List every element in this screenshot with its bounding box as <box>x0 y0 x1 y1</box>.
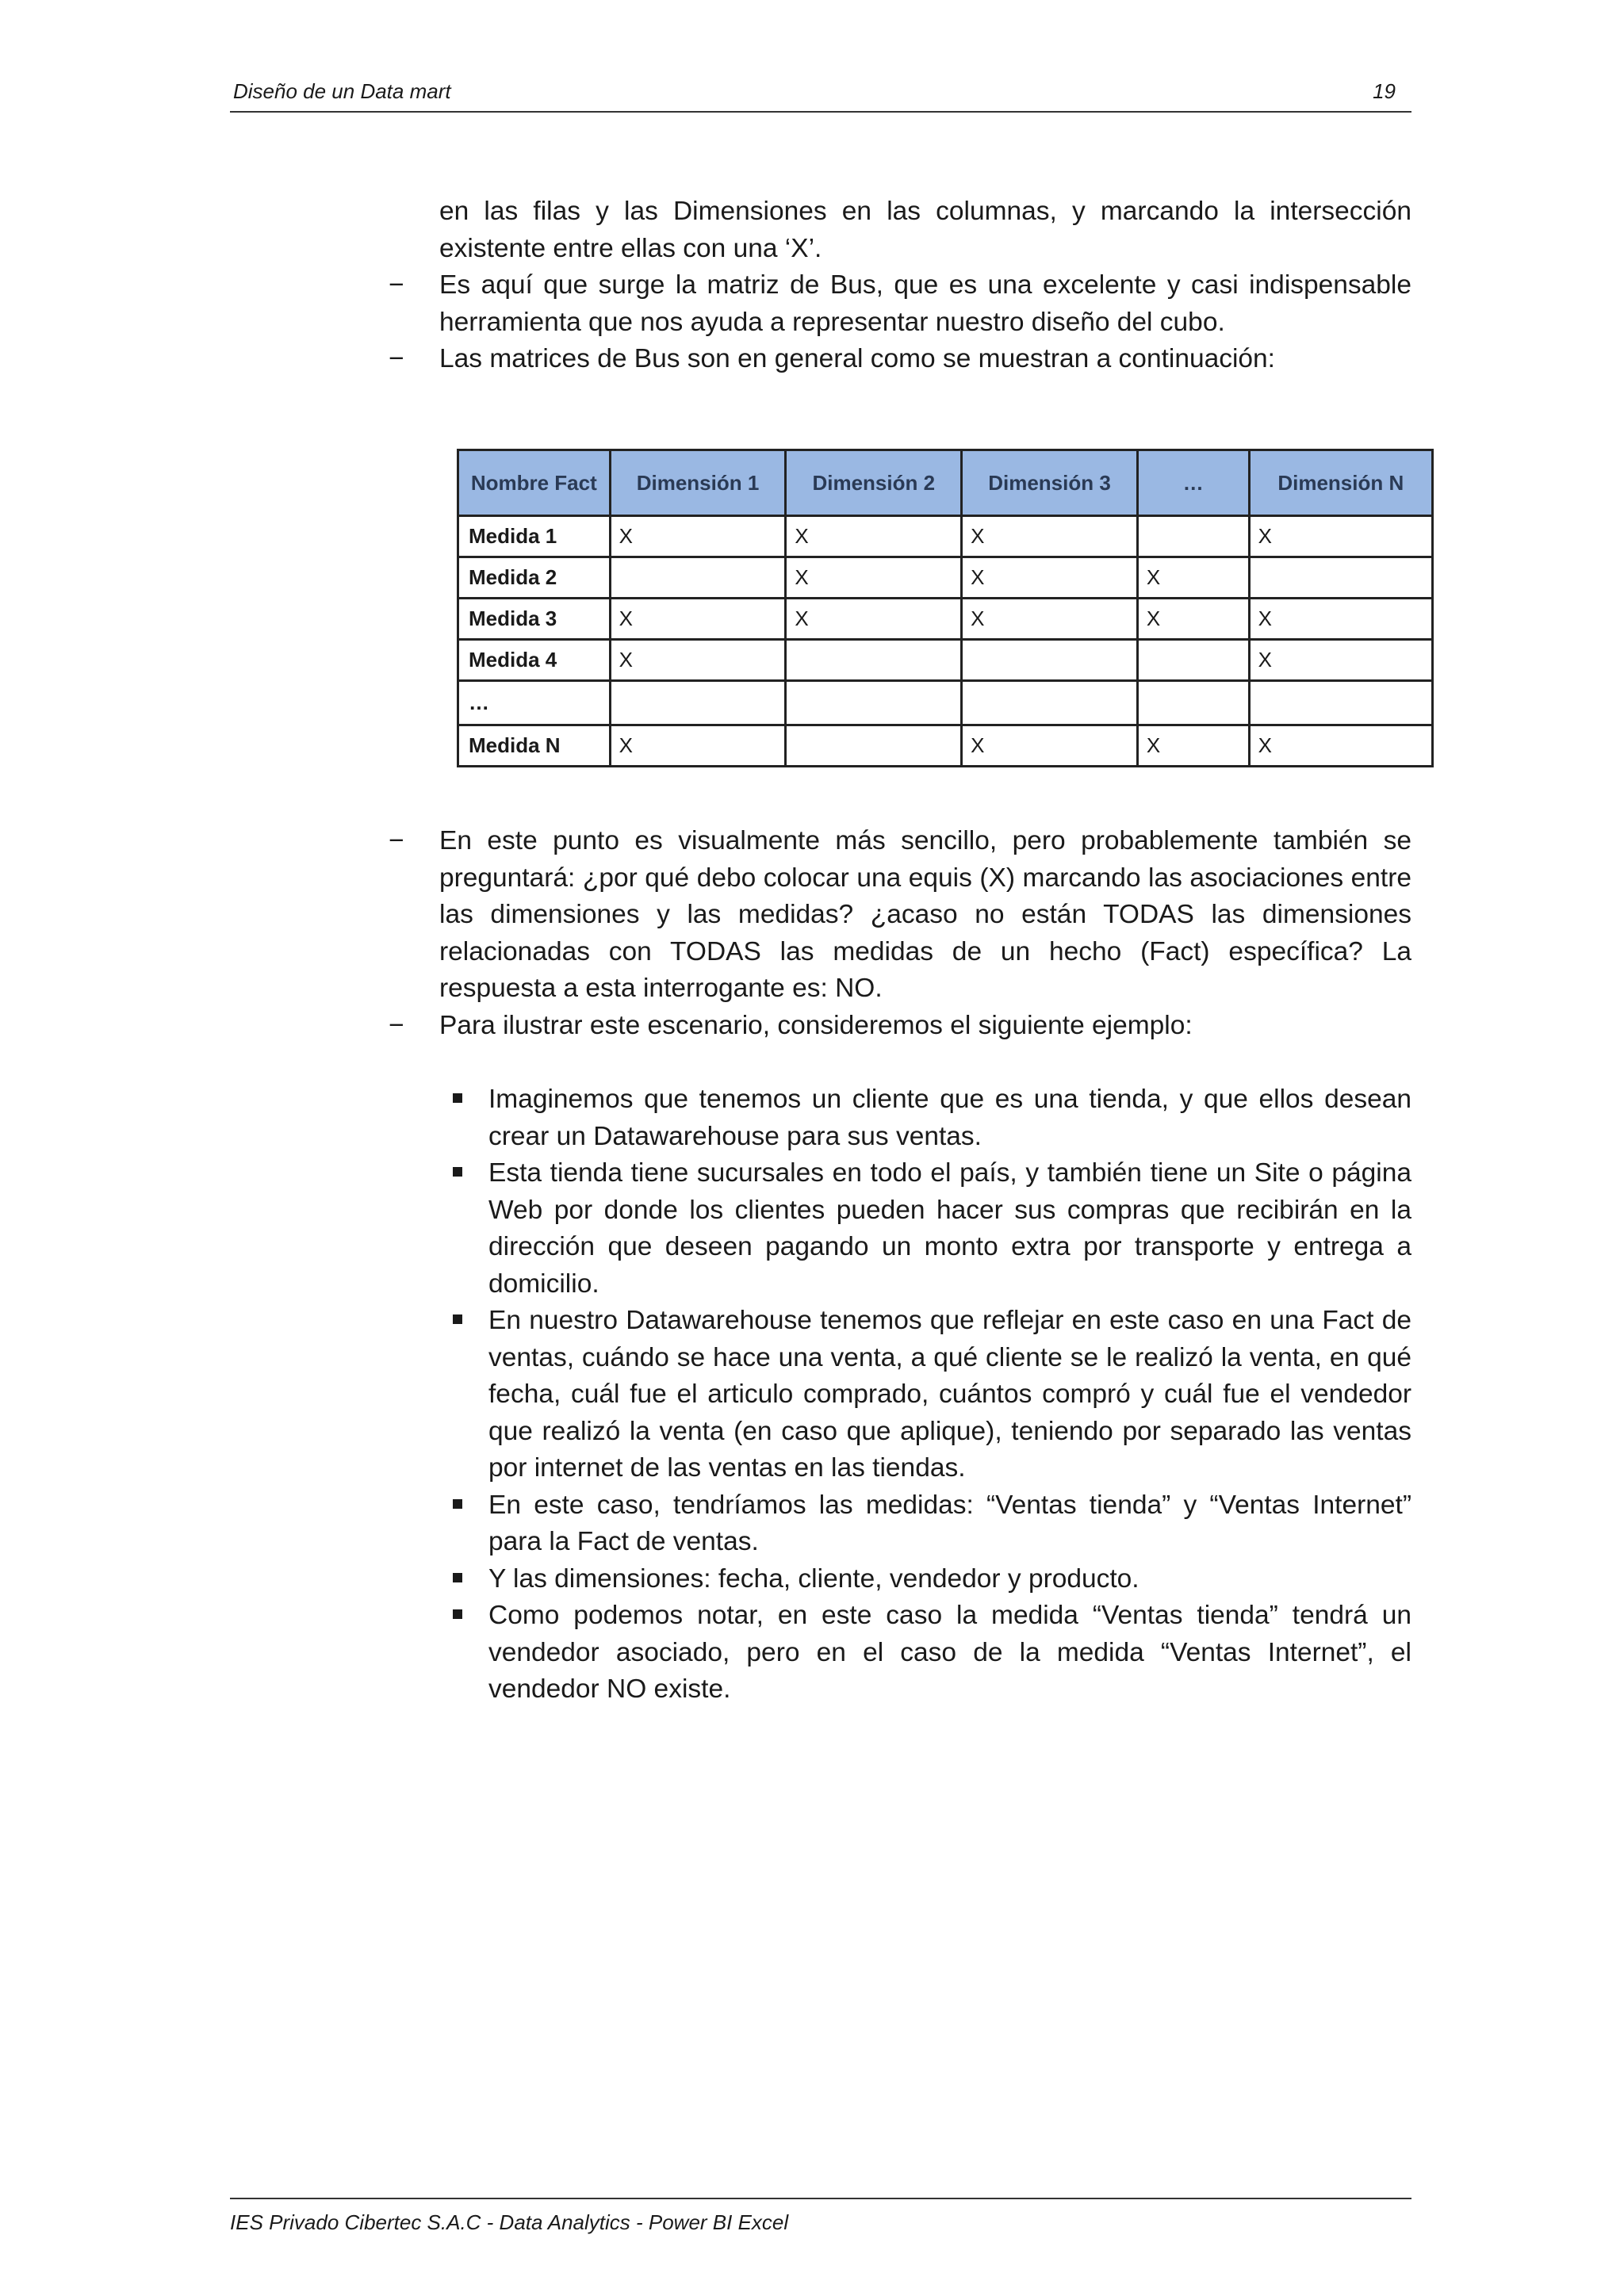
table-row <box>458 640 1433 681</box>
table-cell <box>962 640 1138 681</box>
column-header: Dimensión 1 <box>610 450 786 516</box>
table-cell <box>1137 640 1249 681</box>
table-cell <box>786 640 962 681</box>
intro-list <box>389 267 1411 378</box>
after-table-section <box>389 823 1411 1044</box>
discussion-list <box>389 823 1411 1044</box>
list-item <box>439 1561 1411 1598</box>
list-item-text: Como podemos notar, en este caso la medida “Ventas tienda” tendrá un vendedor asociado, pero en el caso de la medida “Ventas Internet”, el vendedor NO existe. <box>488 1601 1411 1704</box>
list-item-text: Para ilustrar este escenario, consideremos el siguiente ejemplo: <box>439 1010 1193 1040</box>
table-cell: X <box>1137 725 1249 767</box>
row-label: Medida 1 <box>458 516 611 557</box>
intro-continuation: en las filas y las Dimensiones en las columnas, y marcando la intersección existente entre ellas con una ‘X’. <box>439 197 1411 263</box>
list-item-text: Y las dimensiones: fecha, cliente, vendedor y producto. <box>488 1563 1139 1594</box>
table-cell <box>1137 681 1249 725</box>
row-label: Medida N <box>458 725 611 767</box>
table-cell: X <box>1137 599 1249 640</box>
table-header-row <box>458 450 1433 516</box>
table-cell <box>1249 557 1432 599</box>
table-cell: X <box>1249 516 1432 557</box>
list-item-text: Esta tienda tiene sucursales en todo el país, y también tiene un Site o página Web por donde los clientes pueden hacer sus compras que recibirán en la dirección que deseen pagando un monto extra por transporte y entrega a domicilio. <box>488 1158 1411 1299</box>
table-cell: X <box>962 516 1138 557</box>
square-bullet-icon <box>453 1093 462 1103</box>
column-header: … <box>1137 450 1249 516</box>
table-row <box>458 557 1433 599</box>
list-item <box>389 341 1411 378</box>
list-item <box>389 267 1411 341</box>
table-cell: X <box>1249 599 1432 640</box>
table-cell: X <box>1137 557 1249 599</box>
table-cell: X <box>610 725 786 767</box>
list-item-text: En este punto es visualmente más sencillo, pero probablemente también se preguntará: ¿por qué debo colocar una equis (X) marcando las asociaciones entre las dimensiones y las medidas? ¿acaso no están TODAS las dimensiones relacionadas con TODAS las medidas de un hecho (Fact) específica? La respuesta a esta interrogante es: NO. <box>439 826 1411 1003</box>
table-cell: X <box>962 599 1138 640</box>
column-header: Dimensión N <box>1249 450 1432 516</box>
list-item <box>389 1008 1411 1045</box>
dash-marker: − <box>389 1010 404 1040</box>
table-cell <box>962 681 1138 725</box>
list-item <box>439 1598 1411 1709</box>
list-item <box>439 1487 1411 1561</box>
table-cell: X <box>786 599 962 640</box>
square-bullet-icon <box>453 1314 462 1324</box>
column-header: Dimensión 3 <box>962 450 1138 516</box>
list-item-text: Las matrices de Bus son en general como se muestran a continuación: <box>439 344 1275 373</box>
dash-marker: − <box>389 826 404 855</box>
table-cell: X <box>786 516 962 557</box>
list-item-text: Imaginemos que tenemos un cliente que es una tienda, y que ellos desean crear un Datawarehouse para sus ventas. <box>488 1085 1411 1151</box>
table-row <box>458 725 1433 767</box>
table-cell: X <box>962 557 1138 599</box>
table-cell: X <box>610 640 786 681</box>
square-bullet-icon <box>453 1499 462 1509</box>
dash-marker: − <box>389 344 404 373</box>
table-cell <box>786 681 962 725</box>
list-item <box>439 1303 1411 1487</box>
table-cell: X <box>786 557 962 599</box>
table-row <box>458 681 1433 725</box>
table-cell: X <box>1249 725 1432 767</box>
list-item-text: Es aquí que surge la matriz de Bus, que es una excelente y casi indispensable herramienta que nos ayuda a representar nuestro diseño del cubo. <box>439 270 1411 337</box>
example-section <box>439 1081 1411 1709</box>
table-cell <box>610 681 786 725</box>
row-label: … <box>458 681 611 725</box>
square-bullet-icon <box>453 1167 462 1177</box>
table-cell <box>610 557 786 599</box>
table-row <box>458 599 1433 640</box>
table-row <box>458 516 1433 557</box>
bus-matrix-table <box>457 449 1434 767</box>
row-label: Medida 3 <box>458 599 611 640</box>
table-cell: X <box>1249 640 1432 681</box>
intro-section <box>389 193 1411 378</box>
list-item-text: En nuestro Datawarehouse tenemos que reflejar en este caso en una Fact de ventas, cuándo se hace una venta, a qué cliente se le realizó la venta, en qué fecha, cuál fue el articulo comprado, cuántos compró y cuál fue el vendedor que realizó la venta (en caso que aplique), teniendo por separado las ventas por internet de las ventas en las tiendas. <box>488 1306 1411 1483</box>
page-number: 19 <box>1373 79 1396 103</box>
square-bullet-icon <box>453 1573 462 1582</box>
header-title: Diseño de un Data mart <box>233 79 451 103</box>
list-item <box>439 1081 1411 1155</box>
list-item <box>389 823 1411 1008</box>
table-cell: X <box>610 599 786 640</box>
row-label: Medida 4 <box>458 640 611 681</box>
table-cell <box>1249 681 1432 725</box>
page-footer <box>230 2198 1411 2234</box>
list-item <box>439 1155 1411 1303</box>
column-header: Dimensión 2 <box>786 450 962 516</box>
example-list <box>439 1081 1411 1709</box>
list-item-text: En este caso, tendríamos las medidas: “Ventas tienda” y “Ventas Internet” para la Fact de ventas. <box>488 1490 1411 1556</box>
table-cell <box>786 725 962 767</box>
square-bullet-icon <box>453 1609 462 1619</box>
table-cell: X <box>962 725 1138 767</box>
footer-text: IES Privado Cibertec S.A.C - Data Analytics - Power BI Excel <box>230 2210 789 2234</box>
page-header <box>230 76 1411 113</box>
column-header: Nombre Fact <box>458 450 611 516</box>
row-label: Medida 2 <box>458 557 611 599</box>
table-cell <box>1137 516 1249 557</box>
table-cell: X <box>610 516 786 557</box>
dash-marker: − <box>389 270 404 300</box>
